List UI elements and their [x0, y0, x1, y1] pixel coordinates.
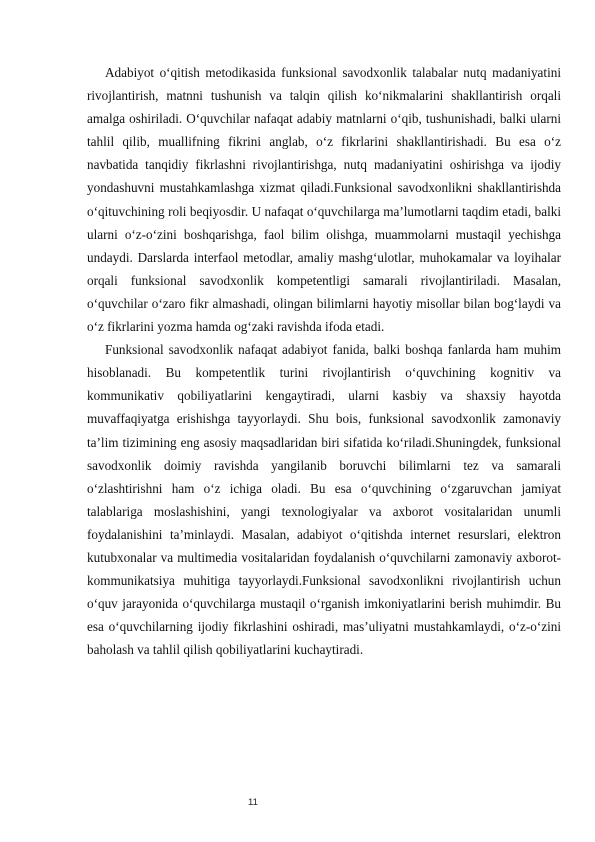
body-paragraph-2: Funksional savodxonlik nafaqat adabiyot fanida, balki boshqa fanlarda ham muhim hisoblanadi. Bu kompetentlik turini rivojlantirish o‘quvchining kognitiv va kommunikativ qobiliyatlarini kengaytiradi, ularni kasbiy va shaxsiy hayotda muvaffaqiyatga erishishga tayyorlaydi. Shu bois, funksional savodxonlik zamonaviy ta’lim tizimining eng asosiy maqsadlaridan biri sifatida ko‘riladi.Shuningdek, funksional savodxonlik doimiy ravishda yangilanib boruvchi bilimlarni tez va samarali o‘zlashtirishni ham o‘z ichiga oladi. Bu esa o‘quvchining o‘zgaruvchan jamiyat talablariga moslashishini, yangi texnologiyalar va axborot vositalaridan unumli foydalanishini ta’minlaydi. Masalan, adabiyot o‘qitishda internet resurslari, elektron kutubxonalar va multimedia vositalaridan foydalanish o‘quvchilarni zamonaviy axborot-kommunikatsiya muhitiga tayyorlaydi.Funksional savodxonlikni rivojlantirish uchun o‘quv jarayonida o‘quvchilarga mustaqil o‘rganish imkoniyatlarini berish muhimdir. Bu esa o‘quvchilarning ijodiy fikrlashini oshiradi, mas’uliyatni mustahkamlaydi, o‘z-o‘zini baholash va tahlil qilish qobiliyatlarini kuchaytiradi.	[87, 342, 561, 658]
body-paragraph-1: Adabiyot o‘qitish metodikasida funksional savodxonlik talabalar nutq madaniyatini rivojlantirish, matnni tushunish va talqin qilish ko‘nikmalarini shakllantirish orqali amalga oshiriladi. O‘quvchilar nafaqat adabiy matnlarni o‘qib, tushunishadi, balki ularni tahlil qilib, muallifning fikrini anglab, o‘z fikrlarini shakllantirishadi. Bu esa o‘z navbatida tanqidiy fikrlashni rivojlantirishga, nutq madaniyatini oshirishga va ijodiy yondashuvni mustahkamlashga xizmat qiladi.Funksional savodxonlikni shakllantirishda o‘qituvchining roli beqiyosdir. U nafaqat o‘quvchilarga ma’lumotlarni taqdim etadi, balki ularni o‘z-o‘zini boshqarishga, faol bilim olishga, muammolarni mustaqil yechishga undaydi. Darslarda interfaol metodlar, amaliy mashg‘ulotlar, muhokamalar va loyihalar orqali funksional savodxonlik kompetentligi samarali rivojlantiriladi. Masalan, o‘quvchilar o‘zaro fikr almashadi, olingan bilimlarni hayotiy misollar bilan bog‘laydi va o‘z fikrlarini yozma hamda og‘zaki ravishda ifoda etadi.	[87, 65, 561, 335]
document-page	[87, 61, 561, 661]
page-number: 11	[248, 797, 258, 808]
